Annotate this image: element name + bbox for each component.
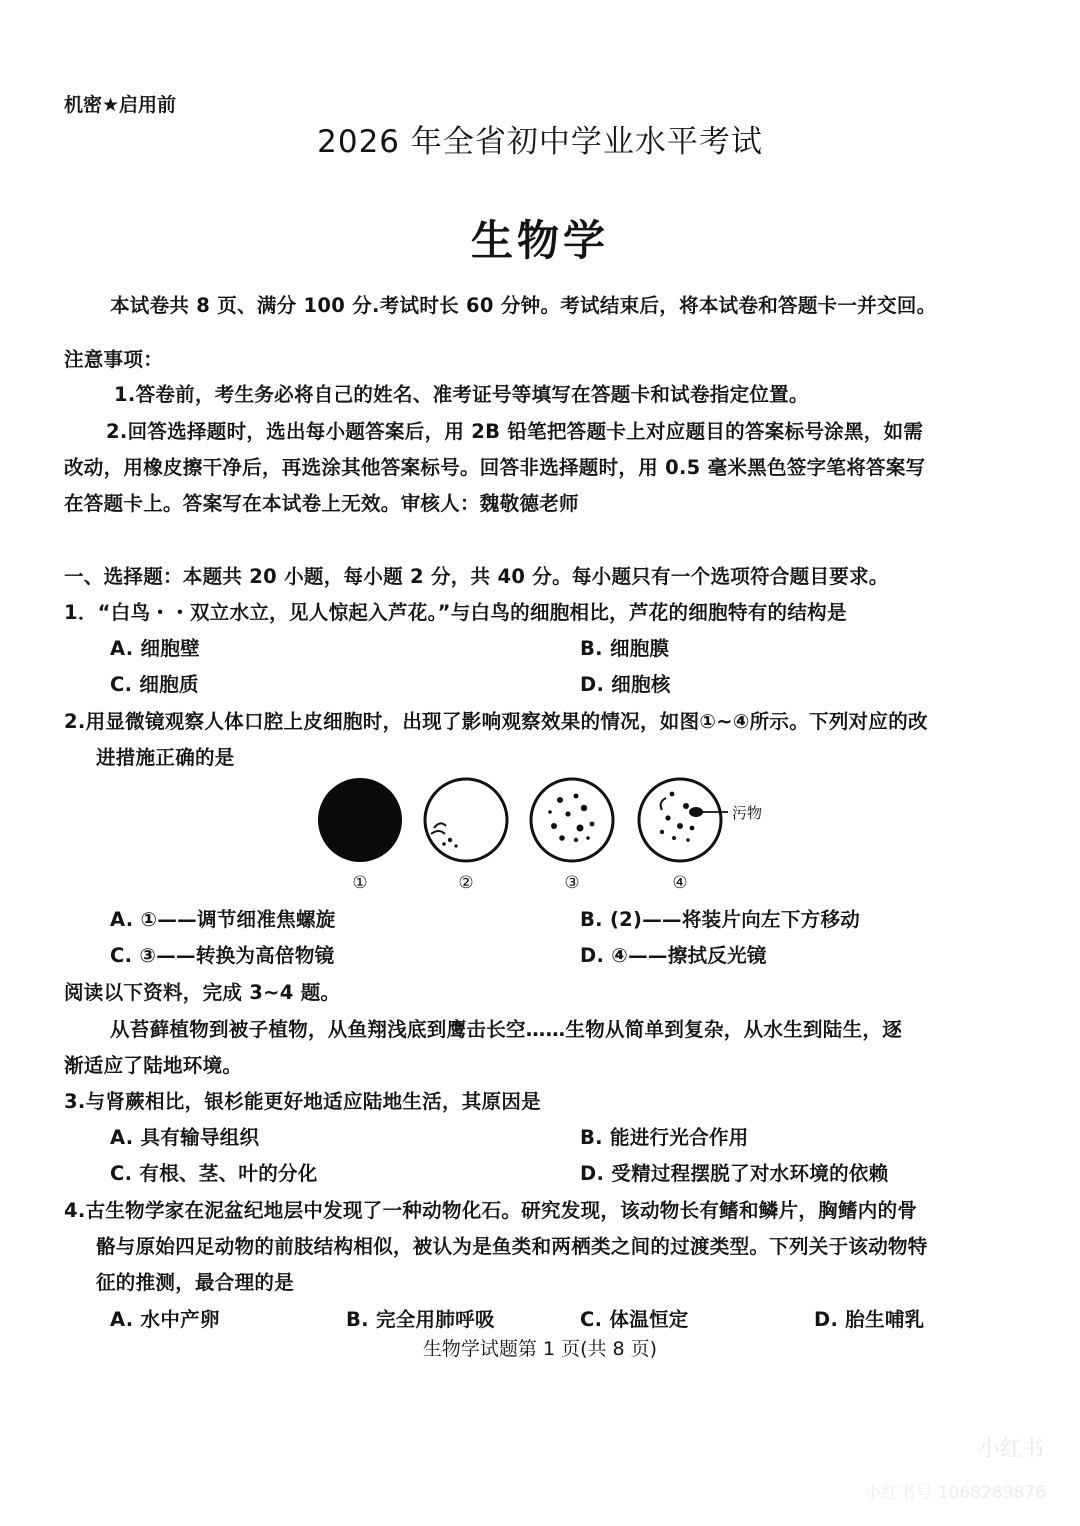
q4-option-a[interactable]: A. 水中产卵 bbox=[110, 1308, 220, 1331]
field-4-view bbox=[639, 779, 728, 861]
q1-option-c[interactable]: C. 细胞质 bbox=[110, 673, 199, 696]
exam-title: 2026 年全省初中学业水平考试 bbox=[317, 124, 763, 160]
q4-option-c[interactable]: C. 体温恒定 bbox=[580, 1308, 689, 1331]
fig-annotation-dirt: 污物 bbox=[732, 804, 763, 822]
q4-stem-line-2: 骼与原始四足动物的前肢结构相似，被认为是鱼类和两栖类之间的过渡类型。下列关于该动物特 bbox=[96, 1235, 928, 1258]
q4-stem-line-1: 4.古生物学家在泥盆纪地层中发现了一种动物化石。研究发现，该动物长有鳍和鳞片，胸鳍内的骨 bbox=[64, 1199, 918, 1222]
q3-option-c[interactable]: C. 有根、茎、叶的分化 bbox=[110, 1162, 318, 1185]
q3-option-d[interactable]: D. 受精过程摆脱了对水环境的依赖 bbox=[580, 1162, 889, 1185]
confidential-label: 机密★启用前 bbox=[64, 94, 177, 116]
q1-option-a[interactable]: A. 细胞壁 bbox=[110, 637, 200, 660]
note-2-line-3: 在答题卡上。答案写在本试卷上无效。审核人：魏敬德老师 bbox=[64, 492, 579, 515]
section-1-heading: 一、选择题：本题共 20 小题，每小题 2 分，共 40 分。每小题只有一个选项符合题目要求。 bbox=[64, 565, 889, 588]
subject-title: 生物学 bbox=[470, 216, 609, 265]
q3-option-b[interactable]: B. 能进行光合作用 bbox=[580, 1126, 749, 1149]
watermark-logo: 小红书 bbox=[977, 1437, 1044, 1462]
fig-label-3: ③ bbox=[564, 873, 580, 893]
q2-option-a[interactable]: A. ①——调节细准焦螺旋 bbox=[110, 908, 336, 931]
reading-paragraph-line-1: 从苔藓植物到被子植物，从鱼翔浅底到鹰击长空……生物从简单到复杂，从水生到陆生，逐 bbox=[110, 1018, 903, 1041]
note-2-line-1: 2.回答选择题时，选出每小题答案后，用 2B 铅笔把答题卡上对应题目的答案标号涂黑，如需 bbox=[106, 420, 924, 443]
q4-stem-line-3: 征的推测，最合理的是 bbox=[96, 1271, 295, 1294]
q2-option-b[interactable]: B. (2)——将装片向左下方移动 bbox=[580, 908, 861, 931]
q3-option-a[interactable]: A. 具有输导组织 bbox=[110, 1126, 260, 1149]
fig-label-4: ④ bbox=[672, 873, 688, 893]
watermark-id: 小红书号 1068289876 bbox=[864, 1483, 1046, 1503]
exam-info: 本试卷共 8 页、满分 100 分.考试时长 60 分钟。考试结束后，将本试卷和答题卡一并交回。 bbox=[110, 294, 937, 317]
field-2-view bbox=[425, 779, 507, 861]
note-1: 1.答卷前，考生务必将自己的姓名、准考证号等填写在答题卡和试卷指定位置。 bbox=[114, 383, 809, 406]
field-3-view bbox=[531, 779, 613, 861]
q2-option-d[interactable]: D. ④——擦拭反光镜 bbox=[580, 944, 767, 967]
q2-option-c[interactable]: C. ③——转换为高倍物镜 bbox=[110, 944, 335, 967]
fig-label-2: ② bbox=[458, 873, 474, 893]
reading-intro: 阅读以下资料，完成 3~4 题。 bbox=[64, 981, 341, 1004]
q2-stem-line-1: 2.用显微镜观察人体口腔上皮细胞时，出现了影响观察效果的情况，如图①~④所示。下列对应的改 bbox=[64, 710, 928, 733]
q1-option-d[interactable]: D. 细胞核 bbox=[580, 673, 671, 696]
fig-label-1: ① bbox=[352, 873, 368, 893]
q4-option-b[interactable]: B. 完全用肺呼吸 bbox=[346, 1308, 495, 1331]
q4-option-d[interactable]: D. 胎生哺乳 bbox=[814, 1308, 925, 1331]
field-1-dark bbox=[318, 778, 402, 862]
q1-option-b[interactable]: B. 细胞膜 bbox=[580, 637, 670, 660]
page-footer: 生物学试题第 1 页(共 8 页) bbox=[422, 1338, 658, 1360]
microscope-fields-figure bbox=[310, 768, 780, 898]
q2-stem-line-2: 进措施正确的是 bbox=[96, 746, 235, 769]
note-2-line-2: 改动，用橡皮擦干净后，再选涂其他答案标号。回答非选择题时，用 0.5 毫米黑色签字笔将答案写 bbox=[64, 456, 926, 479]
q1-stem: 1．“白鸟・・双立水立，见人惊起入芦花。”与白鸟的细胞相比，芦花的细胞特有的结构是 bbox=[64, 601, 847, 624]
q3-stem: 3.与肾蕨相比，银杉能更好地适应陆地生活，其原因是 bbox=[64, 1090, 541, 1113]
dirt-spot bbox=[689, 807, 703, 817]
notes-heading: 注意事项： bbox=[64, 348, 164, 371]
reading-paragraph-line-2: 渐适应了陆地环境。 bbox=[64, 1054, 243, 1077]
